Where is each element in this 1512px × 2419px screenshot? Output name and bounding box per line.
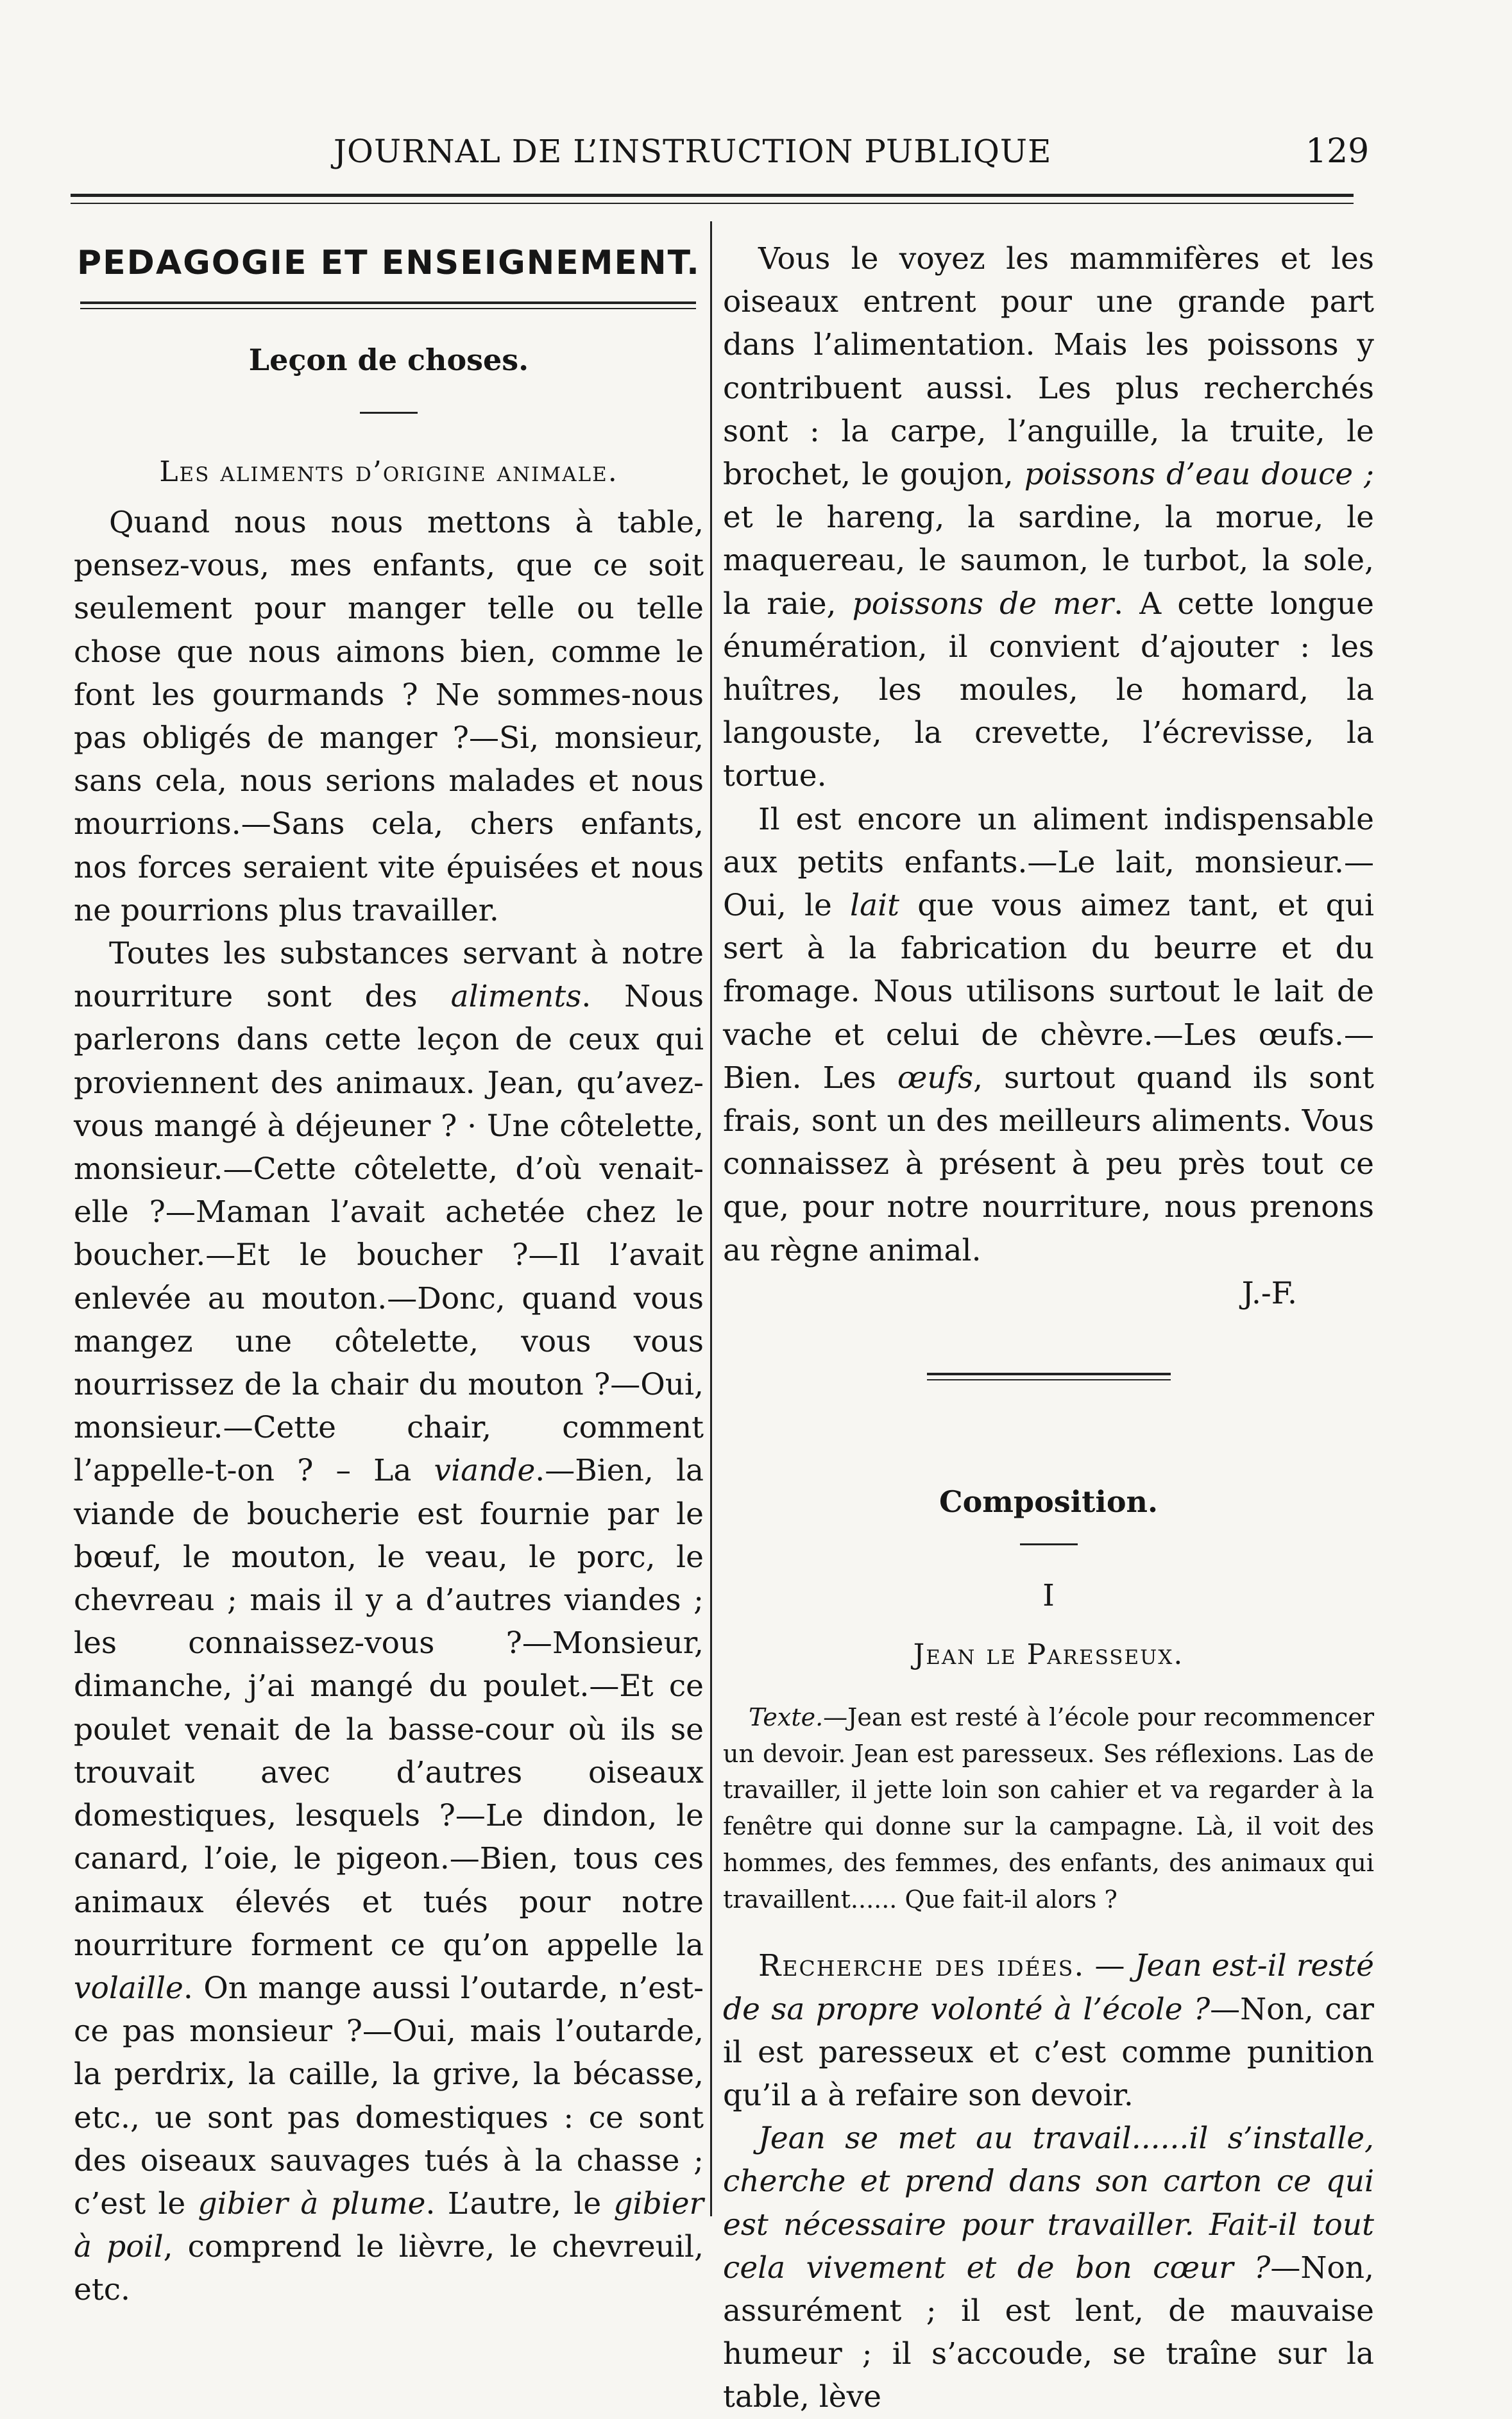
paragraph: Il est encore un aliment indispensable aux petits enfants.—Le lait, monsieur.—Oui, le lait que vous aimez tant, et qui sert à la fabrication du beurre et du fromage. Nous utilisons surtout le lait de vache et celui de chèvre.—Les œufs.—Bien. Les œufs, surtout quand ils sont frais, sont un des meilleurs aliments. Vous connaissez à présent à peu près tout ce que, pour notre nourriture, nous prenons au règne animal.: [723, 801, 1375, 1268]
page-number: 129: [1305, 132, 1370, 171]
running-title: JOURNAL DE L’INSTRUCTION PUBLIQUE: [334, 133, 1052, 170]
paragraph: Quand nous nous mettons à table, pensez-vous, mes enfants, que ce soit seulement pour manger telle ou telle chose que nous aimons bien, comme le font les gourmands ? Ne sommes-nous pas obligés de manger ?—Si, monsieur, sans cela, nous serions malades et nous mourrions.—Sans cela, chers enfants, nos forces seraient vite épuisées et nous ne pourrions plus travailler.: [74, 505, 704, 928]
section-divider: [927, 1373, 1171, 1383]
part-number: I: [1042, 1578, 1055, 1614]
short-divider: [1020, 1543, 1078, 1545]
paragraph: Recherche des idées. — Jean est-il resté de sa propre volonté à l’école ?—Non, car il est paresseux et c’est comme punition qu’il a à refaire son devoir.: [723, 1948, 1374, 2113]
texte-label: Texte.: [749, 1703, 824, 1732]
short-divider: [360, 412, 418, 414]
column-divider: [710, 221, 712, 2216]
author-signature: J.-F.: [1241, 1275, 1297, 1311]
lesson-title: Leçon de choses.: [248, 343, 529, 377]
composition-title: Composition.: [939, 1484, 1159, 1520]
paragraph: Jean se met au travail......il s’installe, cherche et prend dans son carton ce qui est nécessaire pour travailler. Fait-il tout cela vivement et de bon cœur ?—Non, assurément ; il est lent, de mauvaise humeur ; il s’accoude, se traîne sur la table, lève: [723, 2121, 1374, 2415]
lesson-subtitle: Les aliments d’origine animale.: [159, 455, 618, 488]
header-rule: [71, 194, 1354, 197]
header-rule-thin: [71, 203, 1354, 204]
section-divider: [80, 301, 696, 312]
left-column: [74, 237, 704, 2312]
recherche-label: Recherche des idées.: [758, 1948, 1085, 1984]
right-column: [723, 237, 1374, 2419]
story-title: Jean le Paresseux.: [913, 1638, 1184, 1672]
paragraph: Vous le voyez les mammifères et les oiseaux entrent pour une grande part dans l’alimentation. Mais les poissons y contribuent aussi. Les plus recherchés sont : la carpe, l’anguille, la truite, le brochet, le goujon, poissons d’eau douce ; et le hareng, la sardine, la morue, le maquereau, le saumon, le turbot, la sole, la raie, poissons de mer. A cette longue énumération, il convient d’ajouter : les huîtres, les moules, le homard, la langouste, la crevette, l’écrevisse, la tortue.: [723, 241, 1374, 794]
page-header: [0, 126, 1512, 177]
texte-paragraph: Texte.—Jean est resté à l’école pour recommencer un devoir. Jean est paresseux. Ses réflexions. Las de travailler, il jette loin son cahier et va regarder à la fenêtre qui donne sur la campagne. Là, il voit des hommes, des femmes, des enfants, des animaux qui travaillent...... Que fait-il alors ?: [723, 1703, 1374, 1914]
paragraph: Toutes les substances servant à notre nourriture sont des aliments. Nous parlerons dans cette leçon de ceux qui proviennent des animaux. Jean, qu’avez-vous mangé à déjeuner ? · Une côtelette, monsieur.—Cette côtelette, d’où venait-elle ?—Maman l’avait achetée chez le boucher.—Et le boucher ?—Il l’avait enlevée au mouton.—Donc, quand vous mangez une côtelette, vous vous nourrissez de la chair du mouton ?—Oui, monsieur.—Cette chair, comment l’appelle-t-on ? – La viande.—Bien, la viande de boucherie est fournie par le bœuf, le mouton, le veau, le porc, le chevreau ; mais il y a d’autres viandes ; les connaissez-vous ?—Monsieur, dimanche, j’ai mangé du poulet.—Et ce poulet venait de la basse-cour où ils se trouvait avec d’autres oiseaux domestiques, lesquels ?—Le dindon, le canard, l’oie, le pigeon.—Bien, tous ces animaux élevés et tués pour notre nourriture forment ce qu’on appelle la volaille. On mange aussi l’outarde, n’est-ce pas monsieur ?—Oui, mais l’outarde, la perdrix, la caille, la grive, la bécasse, etc., ue sont pas domestiques : ce sont des oiseaux sauvages tués à la chasse ; c’est le gibier à plume. L’autre, le gibier à poil, comprend le lièvre, le chevreuil, etc.: [74, 936, 704, 2308]
section-title: PEDAGOGIE ET ENSEIGNEMENT.: [77, 244, 701, 282]
